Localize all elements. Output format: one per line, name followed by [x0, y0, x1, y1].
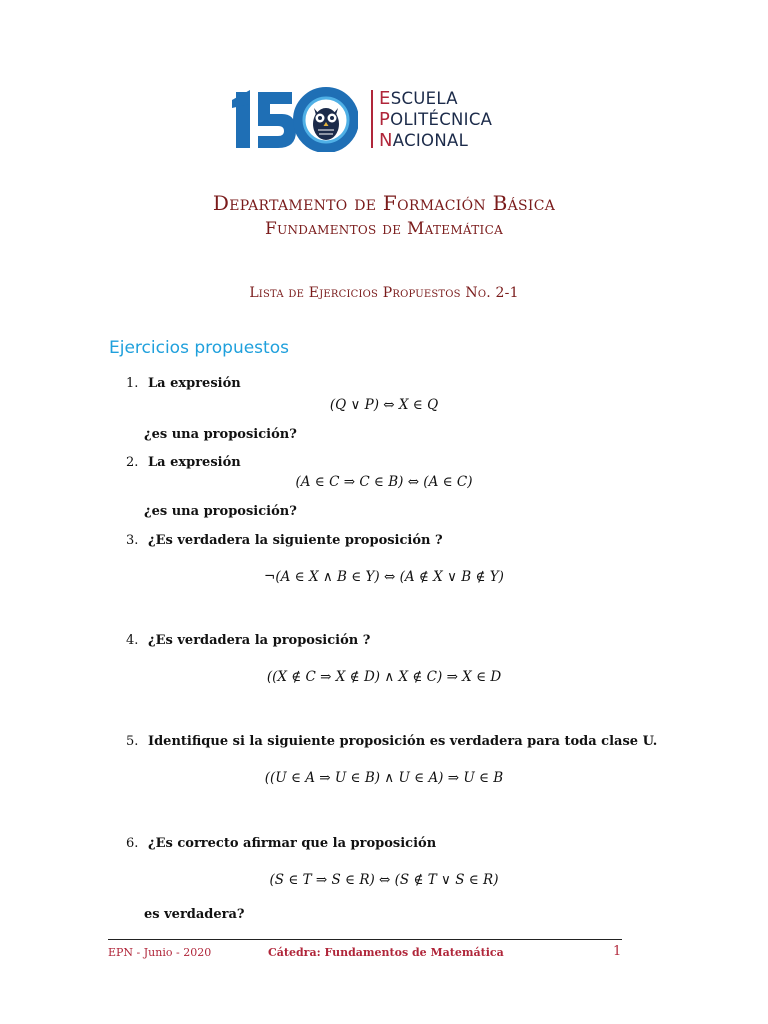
logo-150-graphic — [232, 86, 358, 152]
exercise-formula: ¬(A ∈ X ∧ B ∈ Y) ⇔ (A ∉ X ∨ B ∉ Y) — [264, 569, 504, 585]
exercise-statement: La expresión — [148, 376, 241, 391]
logo-line-2: POLITÉCNICA — [379, 109, 493, 130]
exercise-list-title: Lista de Ejercicios Propuestos No. 2-1 — [249, 285, 519, 301]
exercise-number: 1. — [126, 376, 139, 391]
exercise-number: 2. — [126, 455, 139, 470]
exercise-formula: (A ∈ C ⇒ C ∈ B) ⇔ (A ∈ C) — [295, 474, 473, 490]
exercise-formula: (Q ∨ P) ⇔ X ∈ Q — [329, 397, 439, 413]
page-number: 1 — [613, 944, 622, 959]
section-heading: Ejercicios propuestos — [109, 338, 289, 358]
exercise-question: ¿es una proposición? — [144, 427, 297, 442]
exercise-statement: Identifique si la siguiente proposición es verdadera para toda clase U. — [148, 734, 658, 749]
exercise-statement: ¿Es verdadera la proposición ? — [148, 633, 371, 648]
logo-line-1: ESCUELA — [379, 88, 458, 109]
exercise-formula: ((X ∉ C ⇒ X ∉ D) ∧ X ∉ C) ⇒ X ∈ D — [266, 669, 502, 685]
footer-course: Cátedra: Fundamentos de Matemática — [268, 946, 504, 959]
exercise-formula: (S ∈ T ⇒ S ∈ R) ⇔ (S ∉ T ∨ S ∈ R) — [269, 872, 499, 888]
institution-name — [379, 88, 492, 151]
epn-150-logo — [232, 84, 532, 154]
exercise-question: es verdadera? — [144, 907, 245, 922]
exercise-formula: ((U ∈ A ⇒ U ∈ B) ∧ U ∈ A) ⇒ U ∈ B — [264, 770, 504, 786]
exercise-statement: ¿Es verdadera la siguiente proposición ? — [148, 533, 443, 548]
exercise-number: 5. — [126, 734, 139, 749]
logo-divider — [371, 90, 373, 148]
exercise-number: 6. — [126, 836, 139, 851]
footer-date: EPN - Junio - 2020 — [108, 946, 212, 959]
department-title: Departamento de Formación Básica — [212, 191, 556, 215]
logo-line-3: NACIONAL — [379, 130, 469, 151]
owl-icon — [313, 108, 339, 140]
exercise-question: ¿es una proposición? — [144, 504, 297, 519]
exercise-number: 3. — [126, 533, 139, 548]
footer-rule — [108, 939, 622, 940]
exercise-statement: ¿Es correcto afirmar que la proposición — [148, 836, 437, 851]
exercise-statement: La expresión — [148, 455, 241, 470]
course-title: Fundamentos de Matemática — [264, 219, 504, 239]
exercise-number: 4. — [126, 633, 139, 648]
